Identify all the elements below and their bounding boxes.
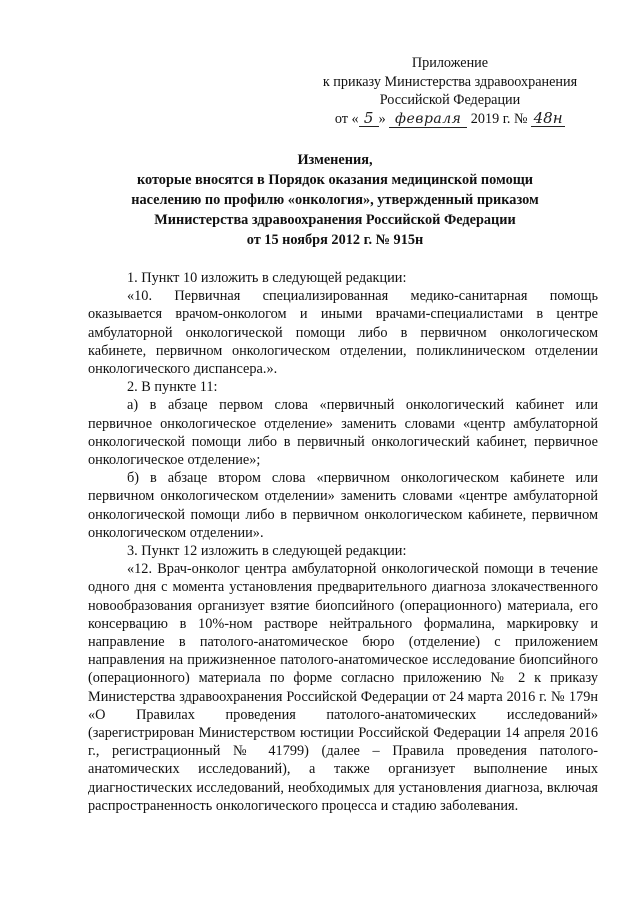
order-prefix: от « xyxy=(334,110,359,127)
paragraph-item-1: 1. Пункт 10 изложить в следующей редакции: xyxy=(127,270,407,286)
paragraph-item-2b: б) в абзаце втором слова «первичном онкологическом кабинете или первичном онкологическом отделении» заменить словами «центре амбулаторной онкологической помощи либо в первичном онкологическом кабинете, первичном онкологическом отделении». xyxy=(88,470,598,541)
paragraph-item-10-text: «10. Первичная специализированная медико-санитарная помощь оказывается врачом-онкологом и иными врачами-специалистами в центре амбулаторной онкологической помощи либо в первичном онкологическом кабинете, первичном онкологическом отделении, поликлиническом отделении онкологического диспансера.». xyxy=(88,288,598,378)
appendix-order-ref: к приказу Министерства здравоохранения xyxy=(322,73,578,90)
title-line-1: Изменения, xyxy=(297,152,373,168)
appendix-country: Российской Федерации xyxy=(379,92,521,108)
order-month-handwritten: февраля xyxy=(389,111,467,128)
order-number-handwritten: 48н xyxy=(531,110,565,127)
appendix-header xyxy=(300,54,600,128)
order-date-line xyxy=(300,110,600,129)
order-mid: » xyxy=(378,110,386,127)
title-line-3: населению по профилю «онкология», утвержденный приказом xyxy=(131,192,539,208)
order-day-handwritten: 5 xyxy=(359,110,379,127)
document-body xyxy=(88,269,598,815)
title-line-4: Министерства здравоохранения Российской Федерации xyxy=(154,212,516,228)
title-line-5: от 15 ноября 2012 г. № 915н xyxy=(246,232,424,248)
paragraph-item-2: 2. В пункте 11: xyxy=(127,379,218,396)
paragraph-item-2a: а) в абзаце первом слова «первичный онкологический кабинет или первичное онкологическое отделение» заменить словами «центр амбулаторной онкологической помощи либо в первичный онкологический кабинет, первичное онкологическое отделение»; xyxy=(88,397,598,469)
paragraph-item-12-text: «12. Врач-онколог центра амбулаторной онкологической помощи в течение одного дня с момента установления предварительного диагноза злокачественного новообразования организует взятие биопсийного (операционного) материала, его консервацию в 10%-ном растворе нейтрального формалина, маркировку и направление в патолого-анатомическое бюро (отделение) с приложением направления на прижизненное патолого-анатомическое исследование биопсийного (операционного) материала по форме согласно приложению № 2 к приказу Министерства здравоохранения Российской Федерации от 24 марта 2016 г. № 179н «О Правилах проведения патолого-анатомических исследований» (зарегистрирован Министерством юстиции Российской Федерации 14 апреля 2016 г., регистрационный № 41799) (далее – Правила проведения патолого-анатомических исследований), а также организует выполнение иных диагностических исследований, необходимых для установления диагноза, включая распространенность онкологического процесса и стадию заболевания. xyxy=(88,561,598,814)
document-title xyxy=(80,150,590,250)
order-year: 2019 г. № xyxy=(470,110,528,127)
paragraph-item-3: 3. Пункт 12 изложить в следующей редакции: xyxy=(127,543,407,560)
appendix-label: Приложение xyxy=(411,55,489,71)
title-line-2: которые вносятся в Порядок оказания медицинской помощи xyxy=(136,172,534,188)
